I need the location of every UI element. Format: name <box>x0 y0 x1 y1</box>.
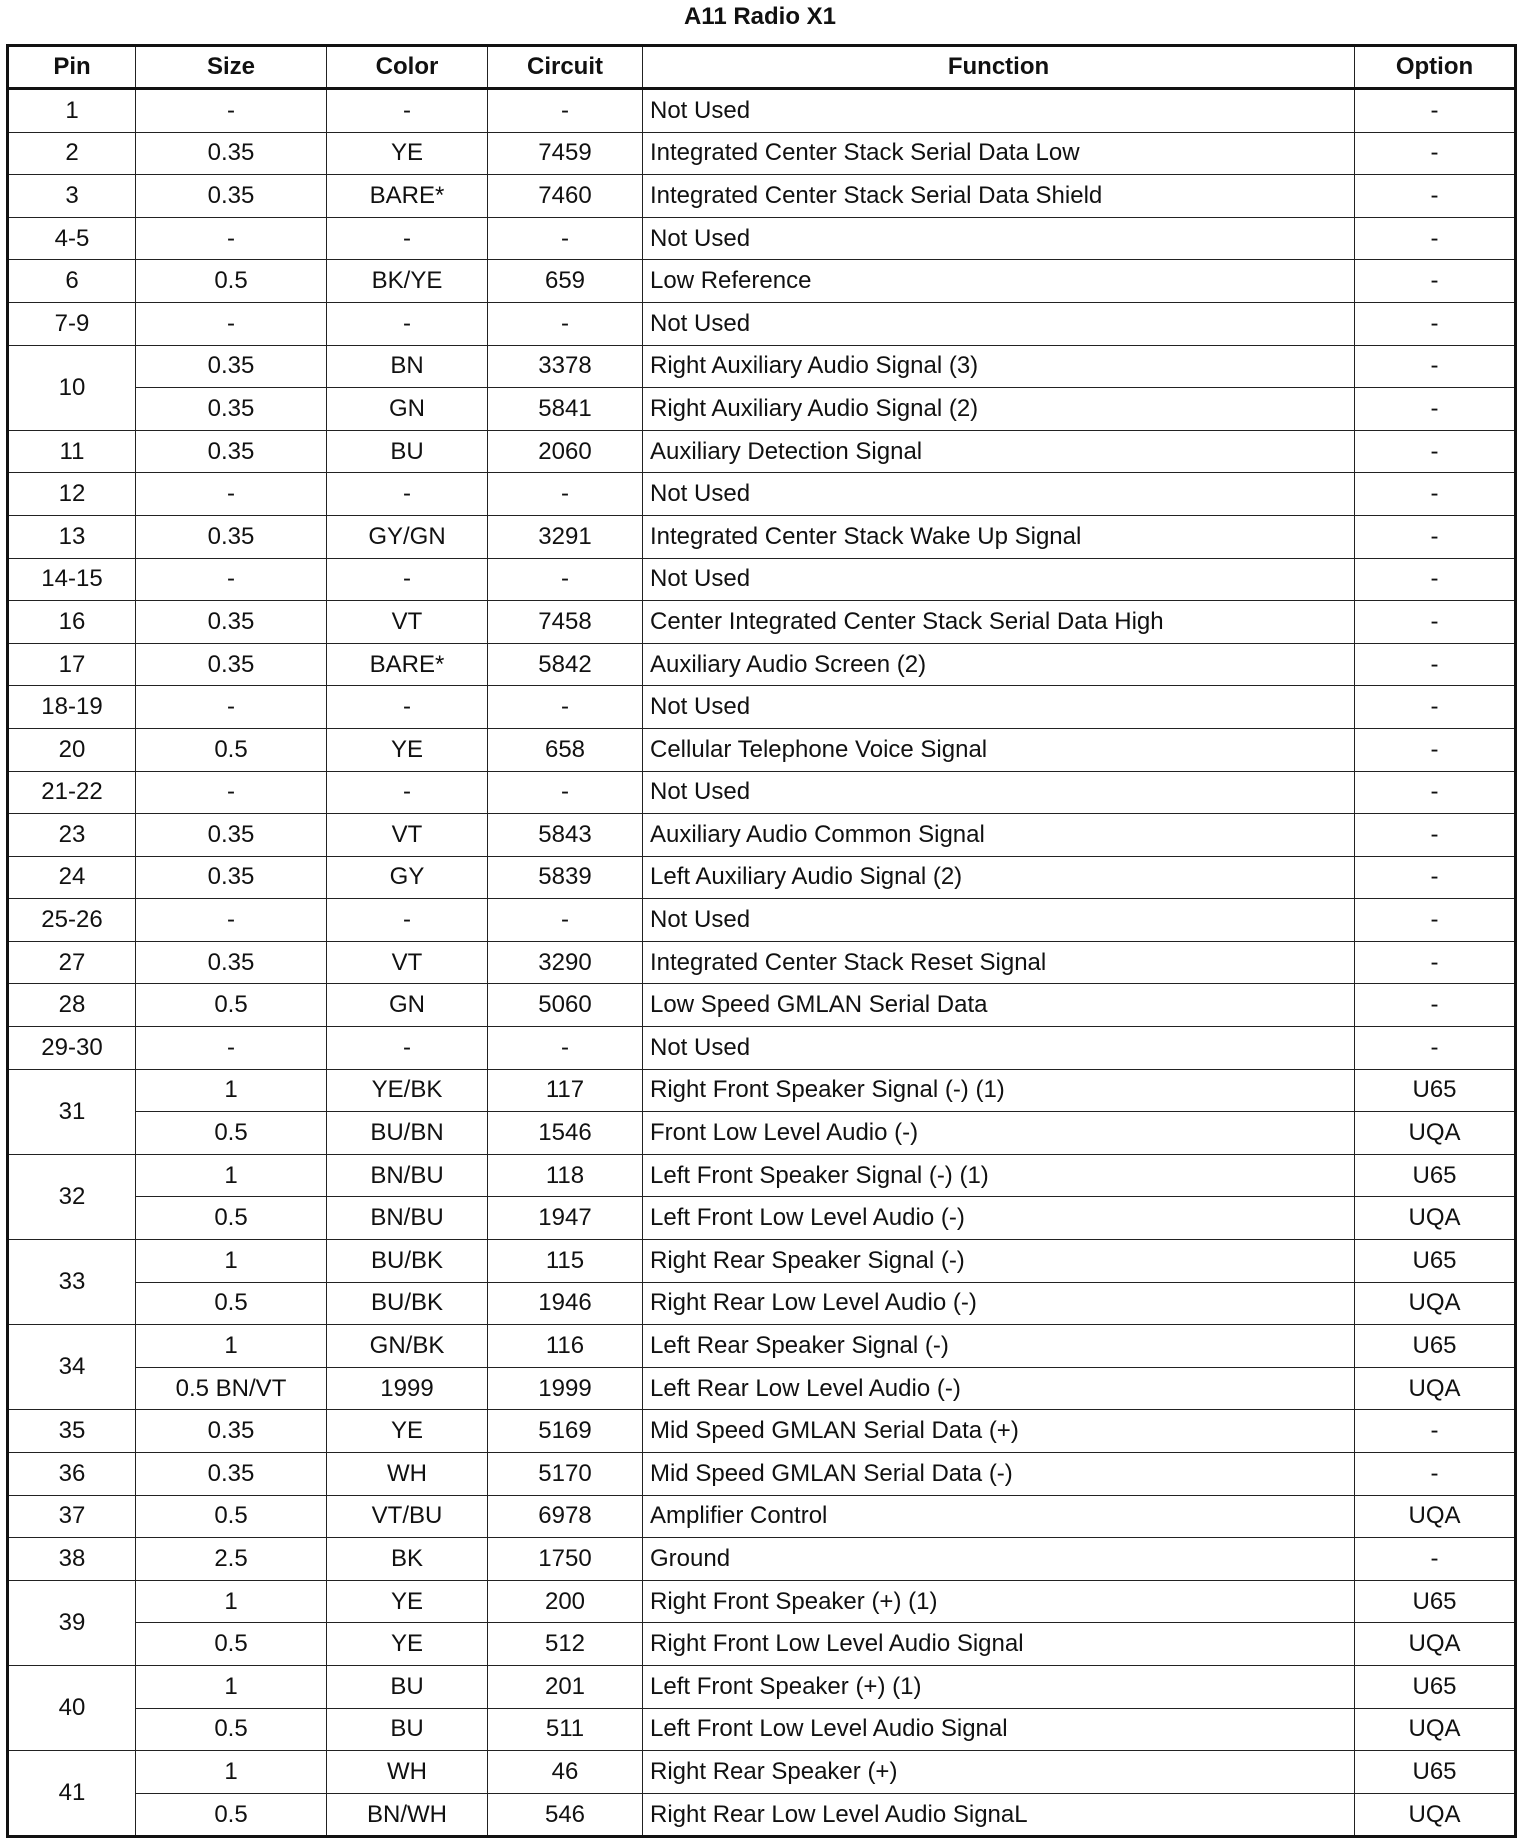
table-row <box>8 89 1516 133</box>
circuit-cell: 5842 <box>488 643 643 686</box>
size-cell: - <box>136 217 327 260</box>
table-row <box>8 175 1516 218</box>
option-cell: - <box>1355 175 1516 218</box>
table-row <box>8 856 1516 899</box>
pin-cell: 25-26 <box>8 899 136 942</box>
circuit-cell: 1546 <box>488 1112 643 1155</box>
table-row <box>8 814 1516 857</box>
table-row <box>8 558 1516 601</box>
option-cell: - <box>1355 132 1516 175</box>
function-cell: Not Used <box>643 558 1355 601</box>
color-cell: BN/BU <box>327 1197 488 1240</box>
circuit-cell: 7460 <box>488 175 643 218</box>
option-cell: - <box>1355 260 1516 303</box>
size-cell: - <box>136 1027 327 1070</box>
option-cell: UQA <box>1355 1708 1516 1751</box>
function-cell: Mid Speed GMLAN Serial Data (+) <box>643 1410 1355 1453</box>
size-cell: - <box>136 302 327 345</box>
pin-cell: 31 <box>8 1069 136 1154</box>
function-cell: Right Auxiliary Audio Signal (3) <box>643 345 1355 388</box>
color-cell: BU/BK <box>327 1282 488 1325</box>
table-row <box>8 1325 1516 1368</box>
option-cell: - <box>1355 217 1516 260</box>
table-row <box>8 1197 1516 1240</box>
circuit-cell: 5843 <box>488 814 643 857</box>
option-cell: - <box>1355 643 1516 686</box>
function-cell: Integrated Center Stack Serial Data Shield <box>643 175 1355 218</box>
pin-cell: 18-19 <box>8 686 136 729</box>
color-cell: - <box>327 473 488 516</box>
option-cell: - <box>1355 473 1516 516</box>
table-row <box>8 601 1516 644</box>
option-cell: UQA <box>1355 1112 1516 1155</box>
function-cell: Right Front Speaker (+) (1) <box>643 1580 1355 1623</box>
table-row <box>8 1154 1516 1197</box>
option-cell: U65 <box>1355 1325 1516 1368</box>
size-cell: 0.5 <box>136 1623 327 1666</box>
circuit-cell: 3290 <box>488 941 643 984</box>
color-cell: BU/BN <box>327 1112 488 1155</box>
color-cell: BU <box>327 1708 488 1751</box>
option-cell: UQA <box>1355 1197 1516 1240</box>
pin-cell: 21-22 <box>8 771 136 814</box>
function-cell: Cellular Telephone Voice Signal <box>643 728 1355 771</box>
color-cell: YE/BK <box>327 1069 488 1112</box>
header-circuit: Circuit <box>488 46 643 89</box>
circuit-cell: 5841 <box>488 388 643 431</box>
table-row <box>8 430 1516 473</box>
size-cell: 0.5 <box>136 1793 327 1837</box>
table-row <box>8 1538 1516 1581</box>
size-cell: 0.5 <box>136 1282 327 1325</box>
function-cell: Center Integrated Center Stack Serial Data High <box>643 601 1355 644</box>
circuit-cell: - <box>488 89 643 133</box>
table-row <box>8 941 1516 984</box>
table-row <box>8 984 1516 1027</box>
color-cell: BN <box>327 345 488 388</box>
color-cell: YE <box>327 1410 488 1453</box>
pin-cell: 11 <box>8 430 136 473</box>
color-cell: YE <box>327 1623 488 1666</box>
function-cell: Right Auxiliary Audio Signal (2) <box>643 388 1355 431</box>
size-cell: 0.35 <box>136 601 327 644</box>
table-row <box>8 473 1516 516</box>
pin-cell: 38 <box>8 1538 136 1581</box>
circuit-cell: 546 <box>488 1793 643 1837</box>
circuit-cell: - <box>488 473 643 516</box>
function-cell: Left Rear Speaker Signal (-) <box>643 1325 1355 1368</box>
color-cell: WH <box>327 1453 488 1496</box>
size-cell: 2.5 <box>136 1538 327 1581</box>
table-row <box>8 1027 1516 1070</box>
color-cell: BK <box>327 1538 488 1581</box>
circuit-cell: - <box>488 302 643 345</box>
size-cell: 1 <box>136 1665 327 1708</box>
pin-cell: 1 <box>8 89 136 133</box>
size-cell: 0.5 <box>136 1708 327 1751</box>
pin-cell: 23 <box>8 814 136 857</box>
size-cell: 0.5 <box>136 1112 327 1155</box>
option-cell: - <box>1355 814 1516 857</box>
function-cell: Not Used <box>643 899 1355 942</box>
function-cell: Front Low Level Audio (-) <box>643 1112 1355 1155</box>
circuit-cell: 1750 <box>488 1538 643 1581</box>
table-row <box>8 217 1516 260</box>
circuit-cell: 118 <box>488 1154 643 1197</box>
size-cell: 0.35 <box>136 430 327 473</box>
pin-cell: 28 <box>8 984 136 1027</box>
function-cell: Not Used <box>643 686 1355 729</box>
circuit-cell: 201 <box>488 1665 643 1708</box>
pin-cell: 27 <box>8 941 136 984</box>
function-cell: Left Rear Low Level Audio (-) <box>643 1367 1355 1410</box>
circuit-cell: 5169 <box>488 1410 643 1453</box>
option-cell: - <box>1355 771 1516 814</box>
option-cell: UQA <box>1355 1495 1516 1538</box>
color-cell: GN <box>327 984 488 1027</box>
function-cell: Amplifier Control <box>643 1495 1355 1538</box>
size-cell: 0.35 <box>136 814 327 857</box>
size-cell: 0.5 <box>136 1495 327 1538</box>
table-body <box>8 89 1516 1837</box>
circuit-cell: 7458 <box>488 601 643 644</box>
header-option: Option <box>1355 46 1516 89</box>
circuit-cell: 1946 <box>488 1282 643 1325</box>
table-row <box>8 899 1516 942</box>
table-row <box>8 1240 1516 1283</box>
page-title: A11 Radio X1 <box>683 3 837 30</box>
function-cell: Right Front Low Level Audio Signal <box>643 1623 1355 1666</box>
function-cell: Right Rear Low Level Audio SignaL <box>643 1793 1355 1837</box>
table-row <box>8 1665 1516 1708</box>
color-cell: YE <box>327 1580 488 1623</box>
pin-cell: 24 <box>8 856 136 899</box>
size-cell: 1 <box>136 1154 327 1197</box>
circuit-cell: 5839 <box>488 856 643 899</box>
circuit-cell: 6978 <box>488 1495 643 1538</box>
circuit-cell: 1947 <box>488 1197 643 1240</box>
option-cell: - <box>1355 728 1516 771</box>
pin-cell: 39 <box>8 1580 136 1665</box>
function-cell: Right Rear Low Level Audio (-) <box>643 1282 1355 1325</box>
function-cell: Not Used <box>643 89 1355 133</box>
table-row <box>8 1580 1516 1623</box>
size-cell: - <box>136 558 327 601</box>
pin-cell: 12 <box>8 473 136 516</box>
table-row <box>8 1367 1516 1410</box>
function-cell: Left Front Speaker Signal (-) (1) <box>643 1154 1355 1197</box>
pin-cell: 2 <box>8 132 136 175</box>
color-cell: - <box>327 1027 488 1070</box>
option-cell: - <box>1355 1538 1516 1581</box>
table-row <box>8 1708 1516 1751</box>
color-cell: VT <box>327 814 488 857</box>
circuit-cell: 658 <box>488 728 643 771</box>
size-cell: 0.35 <box>136 345 327 388</box>
size-cell: 0.35 <box>136 941 327 984</box>
option-cell: - <box>1355 345 1516 388</box>
function-cell: Left Auxiliary Audio Signal (2) <box>643 856 1355 899</box>
header-size: Size <box>136 46 327 89</box>
size-cell: 0.5 <box>136 984 327 1027</box>
pin-cell: 29-30 <box>8 1027 136 1070</box>
color-cell: YE <box>327 132 488 175</box>
circuit-cell: 5170 <box>488 1453 643 1496</box>
table-row <box>8 1453 1516 1496</box>
color-cell: BU <box>327 1665 488 1708</box>
pin-cell: 40 <box>8 1665 136 1750</box>
option-cell: - <box>1355 984 1516 1027</box>
table-row <box>8 686 1516 729</box>
table-row <box>8 728 1516 771</box>
size-cell: - <box>136 686 327 729</box>
option-cell: - <box>1355 558 1516 601</box>
option-cell: - <box>1355 388 1516 431</box>
size-cell: 0.5 <box>136 260 327 303</box>
function-cell: Low Reference <box>643 260 1355 303</box>
function-cell: Not Used <box>643 1027 1355 1070</box>
circuit-cell: 116 <box>488 1325 643 1368</box>
table-row <box>8 260 1516 303</box>
pin-cell: 20 <box>8 728 136 771</box>
pin-cell: 16 <box>8 601 136 644</box>
circuit-cell: 2060 <box>488 430 643 473</box>
option-cell: - <box>1355 941 1516 984</box>
function-cell: Ground <box>643 1538 1355 1581</box>
function-cell: Not Used <box>643 217 1355 260</box>
size-cell: - <box>136 771 327 814</box>
option-cell: - <box>1355 1453 1516 1496</box>
pin-cell: 6 <box>8 260 136 303</box>
pin-cell: 17 <box>8 643 136 686</box>
circuit-cell: 200 <box>488 1580 643 1623</box>
color-cell: VT <box>327 601 488 644</box>
pinout-table <box>6 44 1517 1838</box>
circuit-cell: 659 <box>488 260 643 303</box>
circuit-cell: 511 <box>488 1708 643 1751</box>
size-cell: - <box>136 473 327 516</box>
option-cell: UQA <box>1355 1623 1516 1666</box>
circuit-cell: - <box>488 217 643 260</box>
color-cell: - <box>327 89 488 133</box>
function-cell: Auxiliary Audio Common Signal <box>643 814 1355 857</box>
option-cell: - <box>1355 515 1516 558</box>
option-cell: - <box>1355 686 1516 729</box>
option-cell: - <box>1355 1410 1516 1453</box>
pin-cell: 14-15 <box>8 558 136 601</box>
size-cell: 0.35 <box>136 643 327 686</box>
pin-cell: 37 <box>8 1495 136 1538</box>
function-cell: Left Front Speaker (+) (1) <box>643 1665 1355 1708</box>
pin-cell: 41 <box>8 1751 136 1837</box>
color-cell: BU <box>327 430 488 473</box>
color-cell: GY/GN <box>327 515 488 558</box>
color-cell: VT/BU <box>327 1495 488 1538</box>
pin-cell: 34 <box>8 1325 136 1410</box>
function-cell: Left Front Low Level Audio Signal <box>643 1708 1355 1751</box>
function-cell: Right Rear Speaker Signal (-) <box>643 1240 1355 1283</box>
table-row <box>8 1112 1516 1155</box>
size-cell: 0.35 <box>136 175 327 218</box>
function-cell: Low Speed GMLAN Serial Data <box>643 984 1355 1027</box>
function-cell: Left Front Low Level Audio (-) <box>643 1197 1355 1240</box>
option-cell: - <box>1355 302 1516 345</box>
table-row <box>8 1751 1516 1794</box>
color-cell: - <box>327 899 488 942</box>
color-cell: WH <box>327 1751 488 1794</box>
pin-cell: 35 <box>8 1410 136 1453</box>
option-cell: - <box>1355 899 1516 942</box>
color-cell: BN/BU <box>327 1154 488 1197</box>
table-row <box>8 1069 1516 1112</box>
circuit-cell: - <box>488 771 643 814</box>
table-row <box>8 1623 1516 1666</box>
color-cell: GN/BK <box>327 1325 488 1368</box>
function-cell: Auxiliary Audio Screen (2) <box>643 643 1355 686</box>
function-cell: Integrated Center Stack Wake Up Signal <box>643 515 1355 558</box>
circuit-cell: 3378 <box>488 345 643 388</box>
circuit-cell: - <box>488 686 643 729</box>
option-cell: U65 <box>1355 1154 1516 1197</box>
table-row <box>8 643 1516 686</box>
color-cell: - <box>327 558 488 601</box>
circuit-cell: 512 <box>488 1623 643 1666</box>
header-row <box>8 46 1516 89</box>
header-color: Color <box>327 46 488 89</box>
pin-cell: 4-5 <box>8 217 136 260</box>
pin-cell: 10 <box>8 345 136 430</box>
pin-cell: 7-9 <box>8 302 136 345</box>
pin-cell: 33 <box>8 1240 136 1325</box>
pin-cell: 3 <box>8 175 136 218</box>
color-cell: - <box>327 771 488 814</box>
color-cell: - <box>327 217 488 260</box>
table-row <box>8 1282 1516 1325</box>
color-cell: VT <box>327 941 488 984</box>
size-cell: - <box>136 899 327 942</box>
table-row <box>8 388 1516 431</box>
color-cell: 1999 <box>327 1367 488 1410</box>
table-row <box>8 515 1516 558</box>
function-cell: Integrated Center Stack Serial Data Low <box>643 132 1355 175</box>
color-cell: BN/WH <box>327 1793 488 1837</box>
table-row <box>8 1410 1516 1453</box>
function-cell: Right Rear Speaker (+) <box>643 1751 1355 1794</box>
table-row <box>8 1495 1516 1538</box>
pin-cell: 13 <box>8 515 136 558</box>
table-row <box>8 345 1516 388</box>
option-cell: U65 <box>1355 1069 1516 1112</box>
function-cell: Integrated Center Stack Reset Signal <box>643 941 1355 984</box>
size-cell: 1 <box>136 1240 327 1283</box>
circuit-cell: 117 <box>488 1069 643 1112</box>
circuit-cell: 115 <box>488 1240 643 1283</box>
color-cell: BK/YE <box>327 260 488 303</box>
function-cell: Not Used <box>643 771 1355 814</box>
pin-cell: 36 <box>8 1453 136 1496</box>
size-cell: 1 <box>136 1751 327 1794</box>
color-cell: - <box>327 686 488 729</box>
table-row <box>8 1793 1516 1837</box>
table-row <box>8 132 1516 175</box>
circuit-cell: - <box>488 558 643 601</box>
function-cell: Mid Speed GMLAN Serial Data (-) <box>643 1453 1355 1496</box>
table-row <box>8 771 1516 814</box>
size-cell: 1 <box>136 1069 327 1112</box>
circuit-cell: - <box>488 1027 643 1070</box>
function-cell: Auxiliary Detection Signal <box>643 430 1355 473</box>
option-cell: UQA <box>1355 1793 1516 1837</box>
function-cell: Not Used <box>643 473 1355 516</box>
circuit-cell: - <box>488 899 643 942</box>
option-cell: - <box>1355 1027 1516 1070</box>
option-cell: - <box>1355 601 1516 644</box>
option-cell: - <box>1355 856 1516 899</box>
circuit-cell: 3291 <box>488 515 643 558</box>
option-cell: U65 <box>1355 1751 1516 1794</box>
option-cell: UQA <box>1355 1367 1516 1410</box>
option-cell: U65 <box>1355 1665 1516 1708</box>
circuit-cell: 46 <box>488 1751 643 1794</box>
option-cell: - <box>1355 89 1516 133</box>
size-cell: 0.35 <box>136 1453 327 1496</box>
option-cell: U65 <box>1355 1580 1516 1623</box>
function-cell: Right Front Speaker Signal (-) (1) <box>643 1069 1355 1112</box>
circuit-cell: 7459 <box>488 132 643 175</box>
header-function: Function <box>643 46 1355 89</box>
size-cell: 0.5 <box>136 1197 327 1240</box>
size-cell: 0.35 <box>136 856 327 899</box>
size-cell: 1 <box>136 1325 327 1368</box>
function-cell: Not Used <box>643 302 1355 345</box>
size-cell: 0.35 <box>136 132 327 175</box>
color-cell: BARE* <box>327 175 488 218</box>
color-cell: BARE* <box>327 643 488 686</box>
option-cell: U65 <box>1355 1240 1516 1283</box>
color-cell: GY <box>327 856 488 899</box>
color-cell: GN <box>327 388 488 431</box>
size-cell: - <box>136 89 327 133</box>
pin-cell: 32 <box>8 1154 136 1239</box>
size-cell: 0.5 <box>136 728 327 771</box>
size-cell: 0.35 <box>136 388 327 431</box>
color-cell: BU/BK <box>327 1240 488 1283</box>
circuit-cell: 5060 <box>488 984 643 1027</box>
size-cell: 0.5 BN/VT <box>136 1367 327 1410</box>
color-cell: YE <box>327 728 488 771</box>
option-cell: - <box>1355 430 1516 473</box>
size-cell: 0.35 <box>136 1410 327 1453</box>
color-cell: - <box>327 302 488 345</box>
size-cell: 1 <box>136 1580 327 1623</box>
size-cell: 0.35 <box>136 515 327 558</box>
circuit-cell: 1999 <box>488 1367 643 1410</box>
option-cell: UQA <box>1355 1282 1516 1325</box>
header-pin: Pin <box>8 46 136 89</box>
table-row <box>8 302 1516 345</box>
